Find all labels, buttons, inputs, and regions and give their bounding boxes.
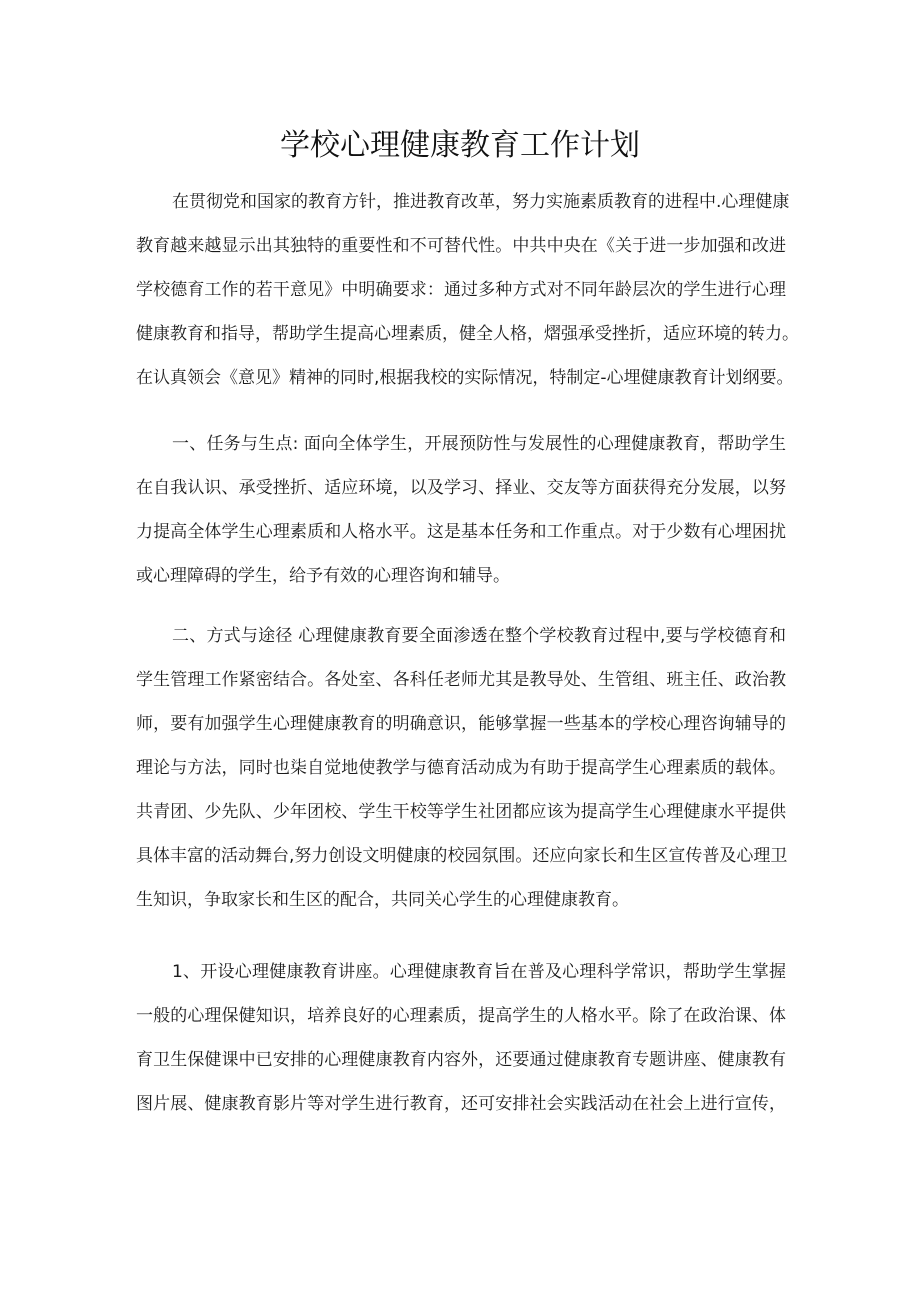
paragraph-line: 共青团、少先队、少年团校、学生干校等学生社团都应该为提高学生心理健康水平提供: [136, 802, 786, 822]
paragraph-line: 健康教育和指导，帮助学生提高心埋素质，健全人格，熠强承受挫折，适应环境的转力。: [136, 324, 799, 344]
paragraph-line: 学生管理工作紧密结合。各处室、各科任老师尤其是教导处、生管组、班主任、政治教: [136, 670, 786, 690]
paragraph-tasks: [136, 422, 786, 598]
paragraph-line: 力提高全体学生心理素质和人格水平。这是基本任务和工作重点。对于少数有心埋困扰: [136, 522, 786, 542]
paragraph-line: 在自我认识、承受挫折、适应环境，以及学习、择业、交友等方面获得充分发展，以努: [136, 478, 786, 498]
paragraph-line: 育卫生保健课中已安排的心理健康教育内容外，还要通过健康教育专题讲座、健康教有: [136, 1050, 786, 1070]
paragraph-line: 二、方式与途径 心理健康教育要全面渗透在整个学校教育过程中,要与学校德育和: [172, 626, 786, 646]
paragraph-line: 教育越来越显示出其独特的重要性和不可替代性。中共中央在《关于进一步加强和改进: [136, 236, 786, 256]
paragraph-line: 图片展、健康教育影片等对学生进行教育，还可安排社会实践活动在社会上进行宣传，: [136, 1094, 786, 1114]
paragraph-line: 具体丰富的活动舞台,努力创设文明健康的校园氛围。还应向家长和生区宣传普及心理卫: [136, 846, 788, 866]
document-title: 学校心理健康教育工作计划: [280, 128, 640, 163]
paragraph-line: 1、开设心理健康教育讲座。心理健康教育旨在普及心理科学常识，帮助学生掌握: [172, 962, 786, 982]
paragraph-intro: [136, 180, 799, 400]
paragraph-line: 生知识，争取家长和生区的配合，共同关心学生的心理健康教育。: [136, 890, 629, 910]
paragraph-line: 师，要有加强学生心理健康教育的明确意识，能够掌握一些基本的学校心理咨询辅导的: [136, 714, 786, 734]
paragraph-line: 学校德育工作的若干意见》中明确要求：通过多种方式对不同年龄层次的学生进行心理: [136, 280, 786, 300]
paragraph-line: 或心理障碍的学生，给予有效的心理咨询和辅导。: [136, 566, 510, 586]
paragraph-lectures: [136, 950, 786, 1126]
paragraph-line: 一、任务与生点: 面向全体学生，开展预防性与发展性的心理健康教育，帮助学生: [172, 434, 786, 454]
paragraph-line: 在贯彻党和国家的教育方针，推进教育改革，努力实施素质教育的进程中.心理健康: [172, 192, 790, 212]
paragraph-line: 一般的心理保健知识，培养良好的心理素质，提高学生的人格水平。除了在政治课、体: [136, 1006, 786, 1026]
paragraph-methods: [136, 614, 786, 922]
paragraph-line: 理论与方法，同时也柒自觉地使教学与德育活动成为有助于提高学生心理素质的载体。: [136, 758, 786, 778]
paragraph-line: 在认真领会《意见》精神的同时,根据我校的实际情况，特制定-心埋健康教育计划纲要。: [136, 368, 794, 388]
